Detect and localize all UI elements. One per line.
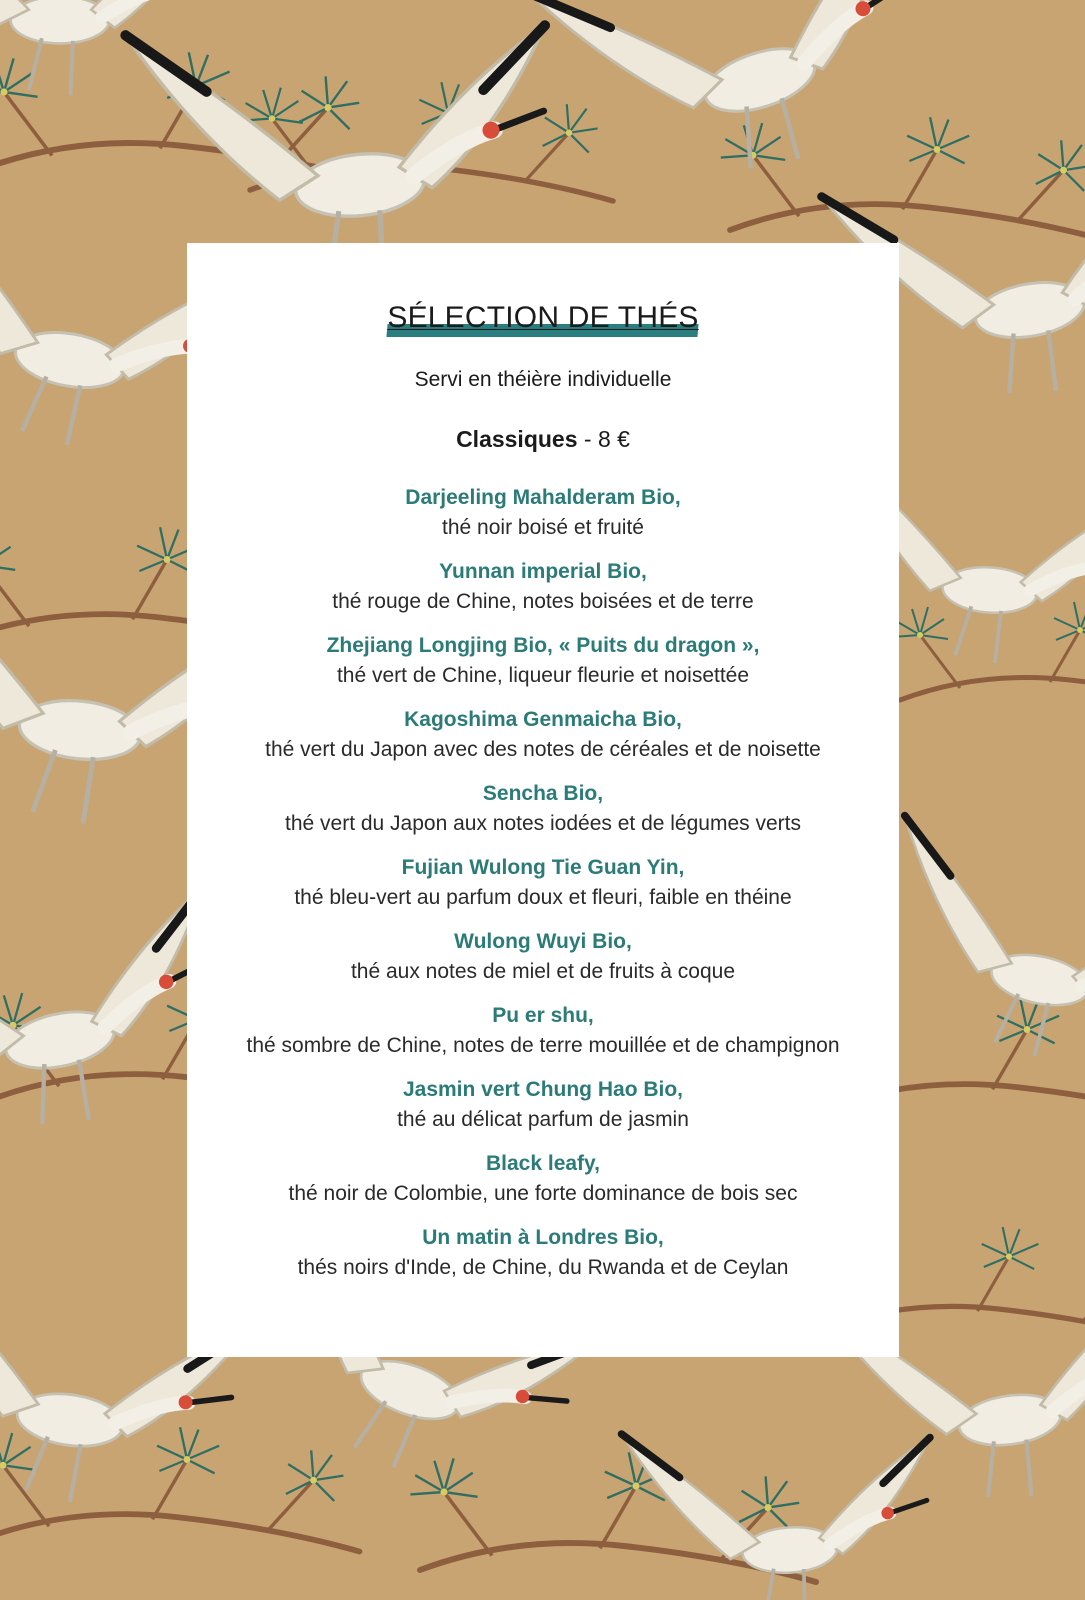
tea-name: Jasmin vert Chung Hao Bio, xyxy=(402,1078,684,1101)
tea-name: Wulong Wuyi Bio, xyxy=(454,930,632,953)
tea-name: Pu er shu, xyxy=(492,1004,594,1027)
tea-item xyxy=(187,1149,899,1209)
tea-name: Sencha Bio, xyxy=(482,782,604,805)
tea-description: thé noir de Colombie, une forte dominance de bois sec xyxy=(288,1182,798,1205)
tea-description: thés noirs d'Inde, de Chine, du Rwanda et de Ceylan xyxy=(297,1256,789,1279)
tea-name: Black leafy, xyxy=(485,1152,600,1175)
section-heading xyxy=(187,425,899,453)
tea-item xyxy=(187,1223,899,1283)
tea-description: thé aux notes de miel et de fruits à coque xyxy=(350,960,736,983)
menu-title: SÉLECTION DE THÉS xyxy=(387,301,699,334)
menu-subtitle: Servi en théière individuelle xyxy=(414,368,672,391)
tea-menu-card xyxy=(187,243,899,1357)
tea-item xyxy=(187,1075,899,1135)
tea-description: thé noir boisé et fruité xyxy=(442,516,644,539)
tea-description: thé vert du Japon avec des notes de céréales et de noisette xyxy=(265,738,821,761)
tea-name: Zhejiang Longjing Bio, « Puits du dragon », xyxy=(326,634,760,657)
tea-name: Yunnan imperial Bio, xyxy=(439,560,647,583)
tea-description: thé bleu-vert au parfum doux et fleuri, faible en théine xyxy=(294,886,792,909)
tea-item xyxy=(187,927,899,987)
tea-item xyxy=(187,483,899,543)
tea-item xyxy=(187,557,899,617)
tea-item xyxy=(187,631,899,691)
tea-item xyxy=(187,1001,899,1061)
section-price: - 8 € xyxy=(577,426,630,452)
tea-item xyxy=(187,853,899,913)
tea-item xyxy=(187,779,899,839)
tea-description: thé vert de Chine, liqueur fleurie et noisettée xyxy=(336,664,750,687)
tea-name: Darjeeling Mahalderam Bio, xyxy=(405,486,681,509)
section-name: Classiques xyxy=(456,426,578,452)
tea-description: thé au délicat parfum de jasmin xyxy=(397,1108,689,1131)
tea-description: thé sombre de Chine, notes de terre mouillée et de champignon xyxy=(246,1034,840,1057)
tea-item xyxy=(187,705,899,765)
tea-description: thé rouge de Chine, notes boisées et de terre xyxy=(332,590,754,613)
menu-title-wrap xyxy=(387,301,698,343)
tea-description: thé vert du Japon aux notes iodées et de légumes verts xyxy=(285,812,801,835)
tea-name: Un matin à Londres Bio, xyxy=(422,1226,664,1249)
tea-list xyxy=(187,483,899,1283)
tea-name: Fujian Wulong Tie Guan Yin, xyxy=(401,856,685,879)
tea-name: Kagoshima Genmaicha Bio, xyxy=(404,708,682,731)
